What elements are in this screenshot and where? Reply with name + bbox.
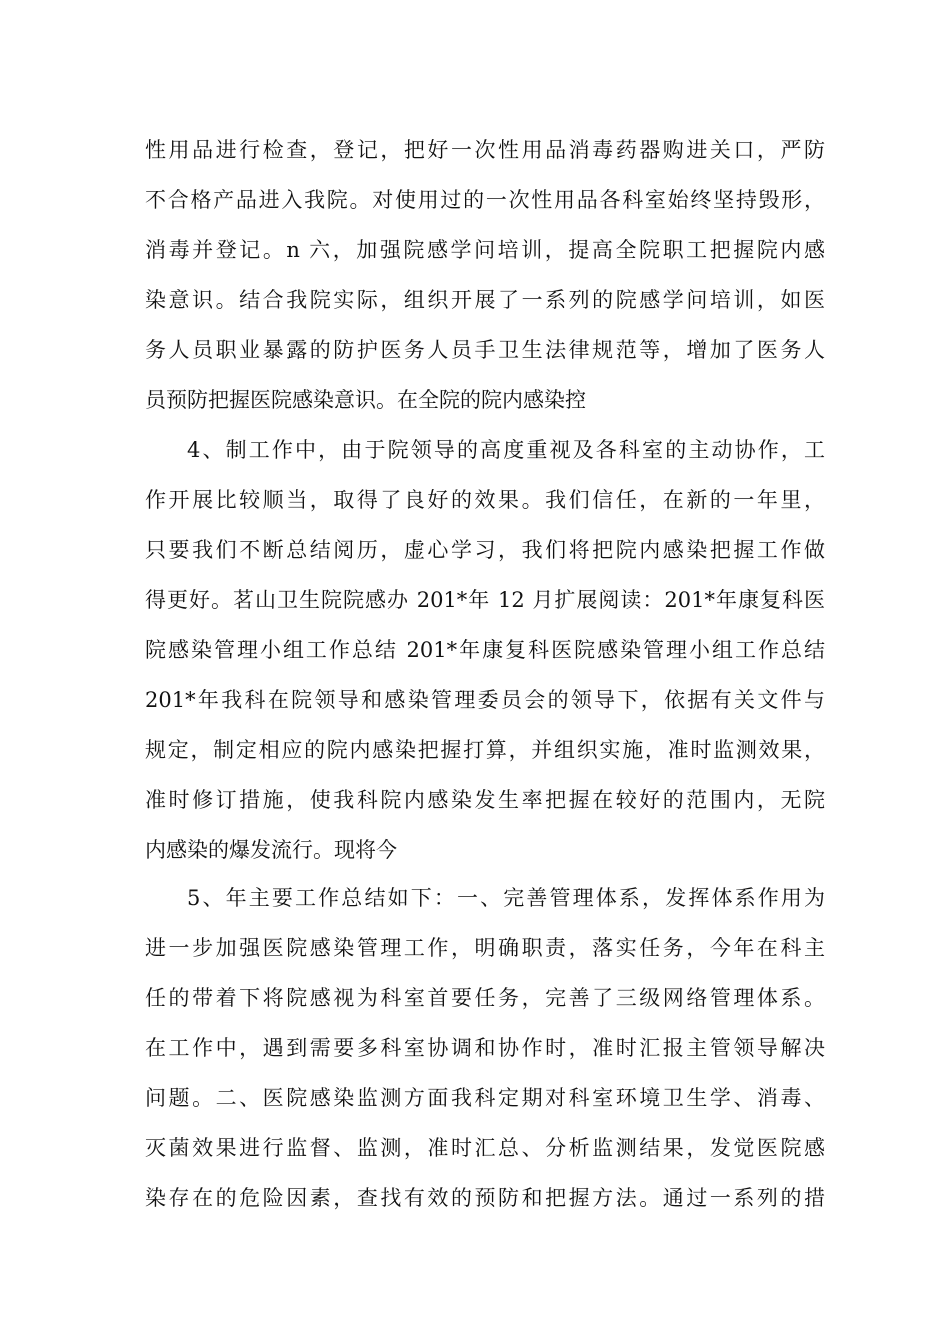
text-line: 员预防把握医院感染意识。在全院的院内感染控 [145, 388, 586, 412]
text-line: 规定，制定相应的院内感染把握打算，并组织实施，准时监测效果， [145, 738, 825, 762]
text-line: 只要我们不断总结阅历，虚心学习，我们将把院内感染把握工作做 [145, 538, 825, 562]
text-line: 务人员职业暴露的防护医务人员手卫生法律规范等，增加了医务人 [145, 338, 825, 362]
text-line: 201*年我科在院领导和感染管理委员会的领导下，依据有关文件与 [145, 688, 825, 712]
paragraph-start-line: 4、制工作中，由于院领导的高度重视及各科室的主动协作，工 [187, 438, 825, 462]
paragraph-start-line: 5、年主要工作总结如下：一、完善管理体系，发挥体系作用为 [187, 886, 825, 910]
text-line: 问题。二、医院感染监测方面我科定期对科室环境卫生学、消毒、 [145, 1086, 825, 1110]
text-line: 院感染管理小组工作总结 201*年康复科医院感染管理小组工作总结 [145, 638, 825, 662]
text-line: 得更好。茗山卫生院院感办 201*年 12 月扩展阅读：201*年康复科医 [145, 588, 825, 612]
text-line: 内感染的爆发流行。现将今 [145, 838, 397, 862]
text-line: 消毒并登记。n 六，加强院感学问培训，提高全院职工把握院内感 [145, 238, 825, 262]
text-line: 灭菌效果进行监督、监测，准时汇总、分析监测结果，发觉医院感 [145, 1136, 825, 1160]
text-line: 作开展比较顺当，取得了良好的效果。我们信任，在新的一年里， [145, 488, 825, 512]
text-line: 准时修订措施，使我科院内感染发生率把握在较好的范围内，无院 [145, 788, 825, 812]
text-line: 性用品进行检查，登记，把好一次性用品消毒药器购进关口，严防 [145, 138, 825, 162]
text-line: 染存在的危险因素，查找有效的预防和把握方法。通过一系列的措 [145, 1186, 825, 1210]
text-line: 染意识。结合我院实际，组织开展了一系列的院感学问培训，如医 [145, 288, 825, 312]
text-line: 不合格产品进入我院。对使用过的一次性用品各科室始终坚持毁形， [145, 188, 825, 212]
text-line: 任的带着下将院感视为科室首要任务，完善了三级网络管理体系。 [145, 986, 825, 1010]
text-line: 在工作中，遇到需要多科室协调和协作时，准时汇报主管领导解决 [145, 1036, 825, 1060]
text-line: 进一步加强医院感染管理工作，明确职责，落实任务，今年在科主 [145, 936, 825, 960]
